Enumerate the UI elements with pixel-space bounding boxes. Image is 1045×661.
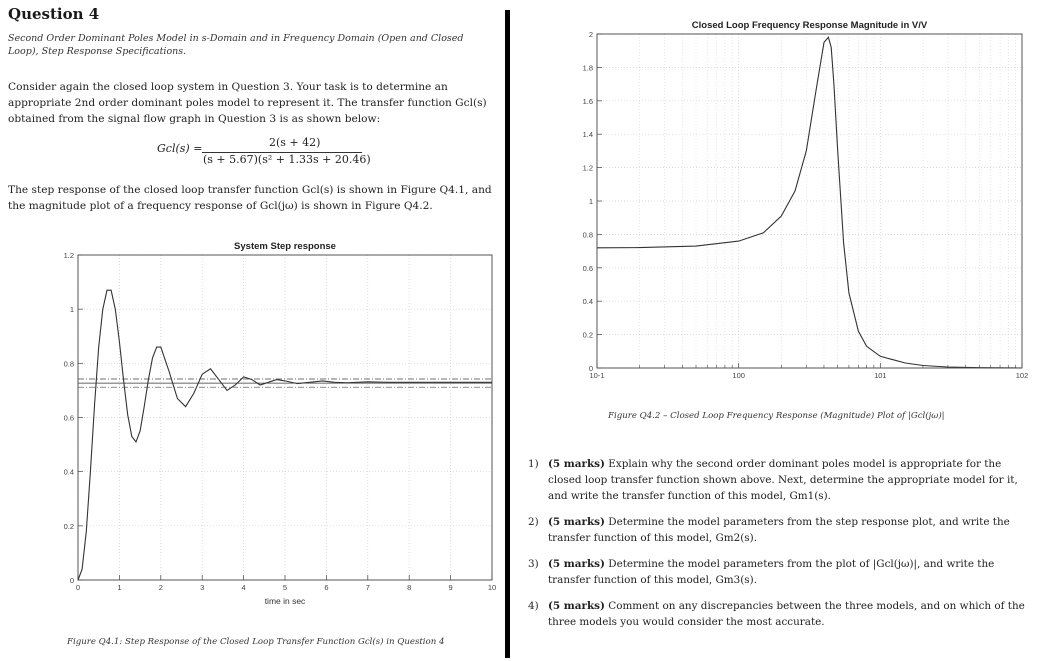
x-tick-label: 5: [282, 583, 288, 592]
question-item-1: [528, 456, 1028, 504]
x-tick-label: 10-1: [589, 371, 605, 380]
question-marks: (5 marks): [548, 558, 605, 570]
question-number: 4): [528, 600, 539, 612]
y-tick-label: 0.6: [63, 413, 74, 423]
figure1-caption: Figure Q4.1: Step Response of the Closed Loop Transfer Function Gcl(s) in Question 4: [67, 637, 445, 647]
y-tick-label: 2: [588, 30, 593, 39]
y-tick-label: 0.4: [582, 297, 593, 307]
figures-description: The step response of the closed loop transfer function Gcl(s) is shown in Figure Q4.1, and the magnitude plot of a frequency response of Gcl(jω) is shown in Figure Q4.2.: [8, 184, 492, 212]
page-divider: [505, 10, 510, 658]
y-tick-label: 0: [588, 364, 593, 373]
y-tick-label: 0.4: [63, 467, 74, 477]
question-number: 3): [528, 558, 539, 570]
equation-denominator: (s + 5.67)(s² + 1.33s + 20.46): [203, 153, 371, 166]
question-item-2: [528, 514, 1028, 546]
question-item-3: [528, 556, 1028, 588]
y-tick-label: 1.2: [63, 251, 74, 260]
y-tick-label: 0.2: [582, 330, 593, 340]
equation-lhs: Gcl(s) =: [157, 142, 203, 155]
question-number: 2): [528, 516, 539, 528]
transfer-function-equation: [157, 136, 387, 170]
x-tick-label: 3: [200, 583, 205, 592]
question-text: Determine the model parameters from the plot of |Gcl(jω)|, and write the transfer function of this model, Gm3(s).: [548, 558, 995, 586]
y-tick-label: 1.4: [582, 130, 593, 140]
y-tick-label: 0.8: [63, 359, 74, 369]
x-tick-label: 2: [158, 583, 163, 592]
y-tick-label: 1: [588, 197, 593, 206]
x-tick-label: 1: [117, 583, 122, 592]
y-tick-label: 1: [69, 305, 74, 315]
chart-title: System Step response: [234, 241, 336, 252]
intro-paragraph: Consider again the closed loop system in Question 3. Your task is to determine an appropriate 2nd order dominant poles model to represent it. The transfer function Gcl(s) obtained from the signal flow graph in Question 3 is as shown below:: [8, 81, 487, 125]
x-tick-label: 100: [732, 371, 745, 380]
question-marks: (5 marks): [548, 516, 605, 528]
x-tick-label: 102: [1015, 371, 1029, 380]
x-axis-label: time in sec: [264, 596, 306, 606]
chart-title: Closed Loop Frequency Response Magnitude in V/V: [691, 20, 928, 31]
question-text: Comment on any discrepancies between the three models, and on which of the three models you would consider the most accurate.: [548, 600, 1025, 628]
equation-numerator: 2(s + 42): [269, 136, 321, 149]
y-tick-label: 0.8: [582, 230, 593, 240]
y-tick-label: 0: [69, 576, 74, 585]
question-heading: Question 4: [8, 5, 100, 23]
frequency-response-chart: [515, 5, 1045, 400]
x-tick-label: 7: [365, 583, 370, 592]
y-tick-label: 0.6: [582, 263, 593, 273]
question-marks: (5 marks): [548, 458, 605, 470]
question-item-4: [528, 598, 1028, 630]
y-tick-label: 1.8: [582, 63, 593, 73]
y-tick-label: 0.2: [63, 521, 74, 531]
y-tick-label: 1.2: [582, 163, 593, 173]
x-tick-label: 10: [487, 583, 497, 592]
x-tick-label: 6: [324, 583, 329, 592]
y-tick-label: 1.6: [582, 96, 593, 106]
question-subtitle: Second Order Dominant Poles Model in s-Domain and in Frequency Domain (Open and Closed Loop), Step Response Specifications.: [8, 33, 464, 57]
question-text: Explain why the second order dominant poles model is appropriate for the closed loop transfer function shown above. Next, determine the appropriate model for it, and write the transfer function of this model, Gm1(s).: [548, 458, 1018, 502]
x-tick-label: 0: [75, 583, 81, 592]
step-response-chart: [0, 230, 505, 635]
figure2-caption: Figure Q4.2 – Closed Loop Frequency Response (Magnitude) Plot of |Gcl(jω)|: [608, 411, 945, 421]
question-text: Determine the model parameters from the step response plot, and write the transfer function of this model, Gm2(s).: [548, 516, 1010, 544]
question-list: [528, 456, 1028, 640]
x-tick-label: 101: [874, 371, 887, 380]
question-marks: (5 marks): [548, 600, 605, 612]
question-number: 1): [528, 458, 539, 470]
x-tick-label: 9: [448, 583, 453, 592]
x-tick-label: 4: [241, 583, 246, 592]
x-tick-label: 8: [407, 583, 412, 592]
